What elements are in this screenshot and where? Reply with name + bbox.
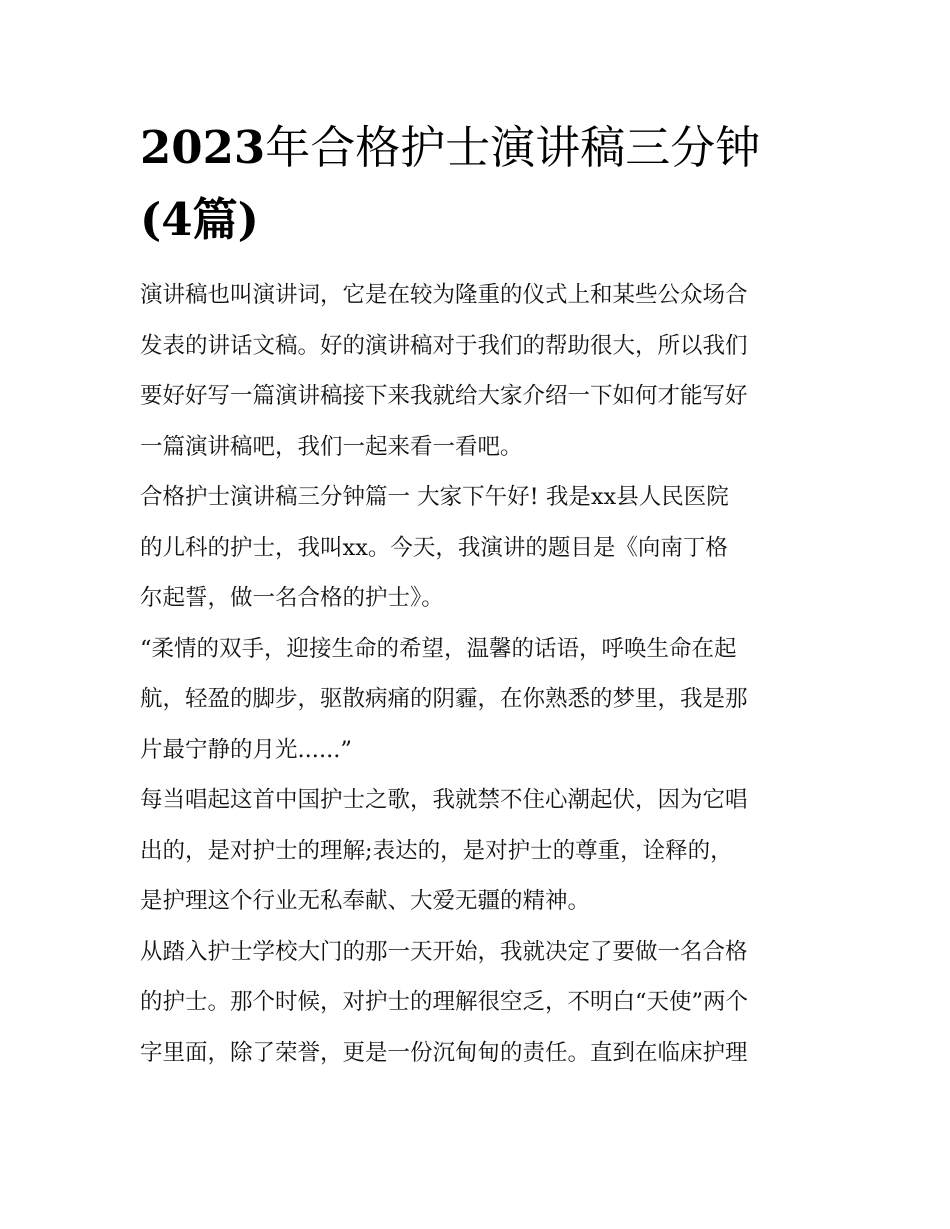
text-line: 每当唱起这首中国护士之歌，我就禁不住心潮起伏，因为它唱 — [140, 787, 748, 813]
paragraph-song-quote — [140, 624, 820, 776]
document-content — [140, 112, 820, 1078]
text-line: 航，轻盈的脚步，驱散病痛的阴霾，在你熟悉的梦里，我是那 — [140, 686, 748, 712]
text-line: 尔起誓，做一名合格的护士》。 — [140, 585, 444, 611]
text-line: 的儿科的护士，我叫xx。今天，我演讲的题目是《向南丁格 — [140, 534, 728, 561]
text-line: 是护理这个行业无私奉献、大爱无疆的精神。 — [140, 888, 591, 914]
title-year: 2023 — [140, 121, 266, 174]
text-line: 一篇演讲稿吧，我们一起来看一看吧。 — [140, 433, 523, 460]
text-line: 发表的讲话文稿。好的演讲稿对于我们的帮助很大，所以我们 — [140, 332, 748, 359]
paragraph-intro — [140, 270, 820, 472]
paragraph-nursing-school — [140, 927, 820, 1079]
document-title — [140, 112, 820, 256]
text-line: 出的，是对护士的理解;表达的，是对护士的尊重，诠释的， — [140, 837, 733, 864]
document-body — [140, 270, 820, 1078]
title-line-2: (4篇) — [140, 193, 259, 246]
text-line: 的护士。那个时候，对护士的理解很空乏，不明白“天使”两个 — [140, 989, 749, 1015]
text-line: 片最宁静的月光......” — [140, 736, 352, 763]
text-line: 要好好写一篇演讲稿接下来我就给大家介绍一下如何才能写好 — [140, 383, 748, 409]
text-line: 从踏入护士学校大门的那一天开始，我就决定了要做一名合格 — [140, 938, 748, 965]
title-line-1 — [140, 112, 820, 184]
paragraph-song-reflection — [140, 775, 820, 927]
paragraph-speech-opening — [140, 472, 820, 624]
text-line: 合格护士演讲稿三分钟篇一 大家下午好! 我是xx县人民医院 — [140, 484, 729, 510]
text-line: “柔情的双手，迎接生命的希望，温馨的话语，呼唤生命在起 — [140, 635, 737, 662]
title-text: 年合格护士演讲稿三分钟 — [265, 121, 761, 174]
text-line: 演讲稿也叫演讲词，它是在较为隆重的仪式上和某些公众场合 — [140, 282, 748, 308]
text-line: 字里面，除了荣誉，更是一份沉甸甸的责任。直到在临床护理 — [140, 1039, 748, 1066]
